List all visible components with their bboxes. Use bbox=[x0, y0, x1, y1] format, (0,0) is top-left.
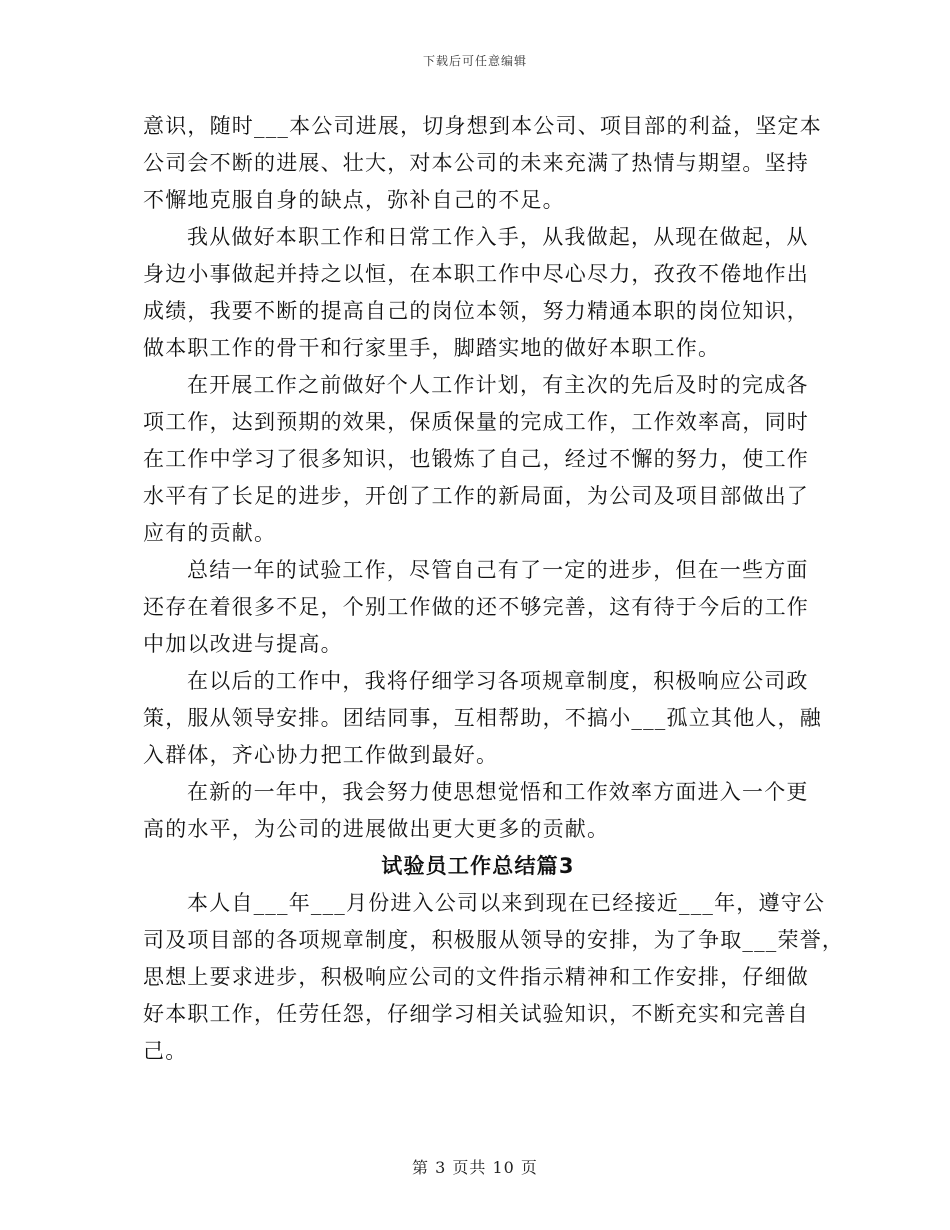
text-line: 在新的一年中，我会努力使思想觉悟和工作效率方面进入一个更 bbox=[187, 780, 809, 804]
text-line: 本人自___年___月份进入公司以来到现在已经接近___年，遵守公 bbox=[187, 891, 826, 915]
text-line: 成绩，我要不断的提高自己的岗位本领，努力精通本职的岗位知识， bbox=[143, 299, 809, 323]
page-footer: 第 3 页共 10 页 bbox=[412, 1158, 538, 1177]
text-line: 在开展工作之前做好个人工作计划，有主次的先后及时的完成各 bbox=[187, 373, 809, 397]
document-body bbox=[143, 108, 845, 1070]
section-heading: 试验员工作总结篇3 bbox=[381, 854, 575, 878]
text-line: 身边小事做起并持之以恒，在本职工作中尽心尽力，孜孜不倦地作出 bbox=[143, 262, 809, 286]
text-line: 好本职工作，任劳任怨，仔细学习相关试验知识，不断充实和完善自 bbox=[143, 1002, 809, 1026]
text-line: 策，服从领导安排。团结同事，互相帮助，不搞小___孤立其他人，融 bbox=[143, 706, 822, 730]
text-line: 水平有了长足的进步，开创了工作的新局面，为公司及项目部做出了 bbox=[143, 484, 809, 508]
text-line: 不懈地克服自身的缺点，弥补自己的不足。 bbox=[143, 188, 565, 212]
text-line: 司及项目部的各项规章制度，积极服从领导的安排，为了争取___荣誉， bbox=[143, 928, 845, 952]
page-header: 下载后可任意编辑 bbox=[422, 54, 527, 68]
text-line: 高的水平，为公司的进展做出更大更多的贡献。 bbox=[143, 817, 610, 841]
text-line: 应有的贡献。 bbox=[143, 521, 277, 545]
text-line: 意识，随时___本公司进展，切身想到本公司、项目部的利益，坚定本 bbox=[143, 114, 822, 138]
text-line: 己。 bbox=[143, 1039, 188, 1063]
text-line: 我从做好本职工作和日常工作入手，从我做起，从现在做起，从 bbox=[187, 225, 809, 249]
paragraph-4 bbox=[143, 552, 813, 663]
paragraph-3 bbox=[143, 367, 813, 552]
text-line: 总结一年的试验工作，尽管自己有了一定的进步，但在一些方面 bbox=[187, 558, 809, 582]
text-line: 做本职工作的骨干和行家里手，脚踏实地的做好本职工作。 bbox=[143, 336, 721, 360]
text-line: 还存在着很多不足，个别工作做的还不够完善，这有待于今后的工作 bbox=[143, 595, 809, 619]
paragraph-2 bbox=[143, 219, 813, 367]
paragraph-5 bbox=[143, 663, 822, 774]
text-line: 思想上要求进步，积极响应公司的文件指示精神和工作安排，仔细做 bbox=[143, 965, 809, 989]
text-line: 公司会不断的进展、壮大，对本公司的未来充满了热情与期望。坚持 bbox=[143, 151, 809, 175]
paragraph-1 bbox=[143, 108, 822, 219]
text-line: 中加以改进与提高。 bbox=[143, 632, 343, 656]
text-line: 在以后的工作中，我将仔细学习各项规章制度，积极响应公司政 bbox=[187, 669, 809, 693]
paragraph-6 bbox=[143, 774, 813, 848]
text-line: 在工作中学习了很多知识，也锻炼了自己，经过不懈的努力，使工作 bbox=[143, 447, 809, 471]
text-line: 入群体，齐心协力把工作做到最好。 bbox=[143, 743, 499, 767]
text-line: 项工作，达到预期的效果，保质保量的完成工作，工作效率高，同时 bbox=[143, 410, 809, 434]
section-paragraph bbox=[143, 885, 845, 1070]
